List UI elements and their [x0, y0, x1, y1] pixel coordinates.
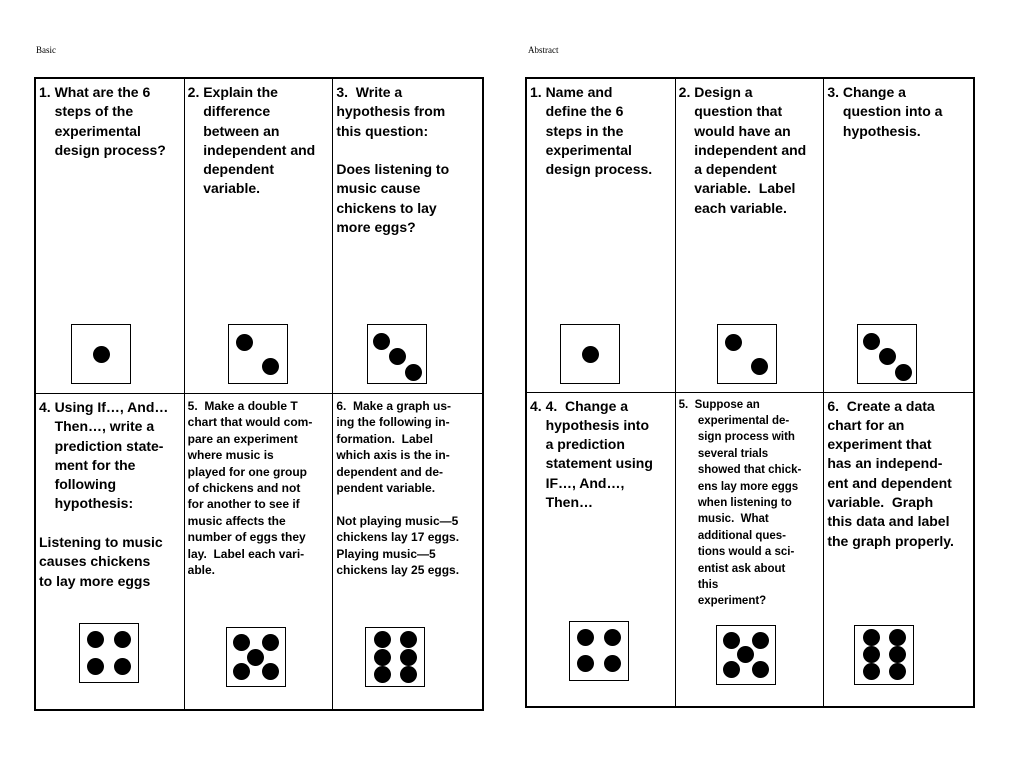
die-pip	[373, 333, 390, 350]
die-pip	[723, 632, 740, 649]
basic-card-5	[185, 394, 334, 709]
basic-card-5-text: 5. Make a double T chart that would com- pare an experiment where music is played for one group of chickens and not for another to see if music affects the number of eggs they lay. Label each vari- able.	[187, 399, 313, 578]
abstract-card-3	[824, 79, 973, 393]
abstract-card-2	[676, 79, 825, 393]
abstract-card-5-text: 5. Suppose an experimental de- sign process with several trials showed that chick- ens lay more eggs when listening to music. What additional ques- tions would a sci- entist ask about this experiment?	[678, 398, 802, 608]
die-pip	[400, 666, 417, 683]
die-pip	[863, 629, 880, 646]
die-face-six	[365, 627, 425, 687]
basic-card-1-text: 1. What are the 6 steps of the experimental design process?	[39, 84, 166, 158]
die-pip	[236, 334, 253, 351]
die-pip	[737, 646, 754, 663]
die-face-one	[560, 324, 620, 384]
die-pip	[374, 631, 391, 648]
basic-section-label: Basic	[36, 45, 56, 55]
die-face-four	[569, 621, 629, 681]
die-pip	[405, 364, 422, 381]
die-face-six	[854, 625, 914, 685]
die-face-three	[367, 324, 427, 384]
die-pip	[725, 334, 742, 351]
die-pip	[114, 658, 131, 675]
die-pip	[879, 348, 896, 365]
die-pip	[889, 629, 906, 646]
abstract-grid	[525, 77, 975, 708]
die-face-five	[226, 627, 286, 687]
basic-card-4	[36, 394, 185, 709]
die-pip	[752, 661, 769, 678]
abstract-card-4-text: 4. 4. Change a hypothesis into a prediction statement using IF…, And…, Then…	[530, 397, 653, 510]
die-pip	[374, 649, 391, 666]
die-face-three	[857, 324, 917, 384]
die-face-two	[717, 324, 777, 384]
die-pip	[889, 646, 906, 663]
basic-card-6	[333, 394, 482, 709]
die-pip	[262, 634, 279, 651]
die-face-four	[79, 623, 139, 683]
die-pip	[752, 632, 769, 649]
abstract-card-5	[676, 393, 825, 707]
basic-card-1	[36, 79, 185, 394]
abstract-card-6-text: 6. Create a data chart for an experiment that has an independ- ent and dependent variable. Graph this data and label the graph properly.	[827, 397, 954, 549]
die-pip	[604, 655, 621, 672]
die-pip	[889, 663, 906, 680]
die-pip	[114, 631, 131, 648]
die-face-one	[71, 324, 131, 384]
abstract-card-4	[527, 393, 676, 707]
die-pip	[389, 348, 406, 365]
basic-card-2	[185, 79, 334, 394]
basic-grid	[34, 77, 484, 711]
die-pip	[895, 364, 912, 381]
die-pip	[233, 634, 250, 651]
die-pip	[93, 346, 110, 363]
die-pip	[863, 333, 880, 350]
abstract-card-6	[824, 393, 973, 707]
basic-card-3-text: 3. Write a hypothesis from this question: Does listening to music cause chickens to lay more eggs?	[336, 84, 450, 236]
basic-card-3	[333, 79, 482, 394]
die-pip	[582, 346, 599, 363]
die-pip	[87, 658, 104, 675]
die-face-two	[228, 324, 288, 384]
die-pip	[604, 629, 621, 646]
die-pip	[577, 655, 594, 672]
die-pip	[400, 631, 417, 648]
die-face-five	[716, 625, 776, 685]
basic-card-2-text: 2. Explain the difference between an independent and dependent variable.	[187, 84, 316, 197]
abstract-card-2-text: 2. Design a question that would have an independent and a dependent variable. Label each variable.	[678, 84, 807, 216]
die-pip	[577, 629, 594, 646]
abstract-card-3-text: 3. Change a question into a hypothesis.	[827, 84, 943, 139]
die-pip	[233, 663, 250, 680]
die-pip	[723, 661, 740, 678]
die-pip	[400, 649, 417, 666]
die-pip	[374, 666, 391, 683]
die-pip	[863, 663, 880, 680]
basic-card-6-text: 6. Make a graph us- ing the following in- formation. Label which axis is the in- dependent and de- pendent variable. Not playing music—5 chickens lay 17 eggs. Playing music—5 chickens lay 25 eggs.	[336, 399, 460, 578]
abstract-section-label: Abstract	[528, 45, 559, 55]
die-pip	[262, 358, 279, 375]
die-pip	[262, 663, 279, 680]
abstract-card-1	[527, 79, 676, 393]
die-pip	[751, 358, 768, 375]
die-pip	[87, 631, 104, 648]
abstract-card-1-text: 1. Name and define the 6 steps in the experimental design process.	[530, 84, 653, 178]
die-pip	[247, 649, 264, 666]
basic-card-4-text: 4. Using If…, And… Then…, write a prediction state- ment for the following hypothesis: Listening to music causes chickens to lay more eggs	[39, 399, 169, 589]
die-pip	[863, 646, 880, 663]
